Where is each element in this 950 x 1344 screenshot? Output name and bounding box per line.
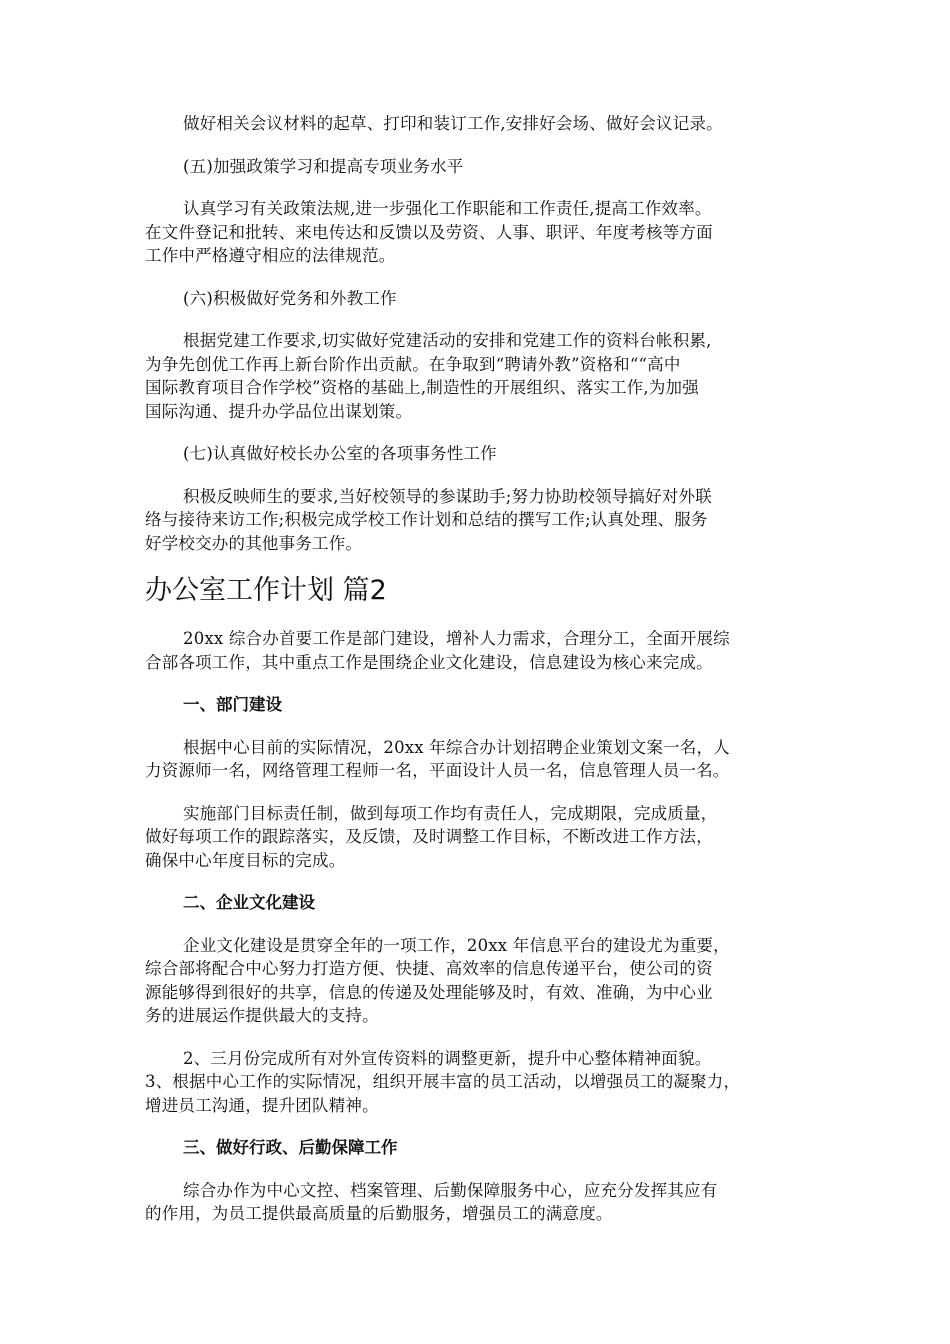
text-line: 实施部门目标责任制，做到每项工作均有责任人，完成期限，完成质量，	[183, 803, 718, 823]
text-line: 确保中心年度目标的完成。	[145, 850, 346, 870]
text-line: 络与接待来访工作;积极完成学校工作计划和总结的撰写工作;认真处理、服务	[145, 510, 708, 529]
paragraph-responsibility	[145, 802, 810, 873]
text-line: 综合部将配合中心努力打造方便、快捷、高效率的信息传递平台，使公司的资	[145, 959, 713, 978]
text-line: 合部各项工作，其中重点工作是围绕企业文化建设，信息建设为核心来完成。	[145, 652, 713, 672]
paragraph-logistics	[145, 1179, 810, 1226]
paragraph-principal-office	[145, 485, 810, 556]
text-line: 综合办作为中心文控、档案管理、后勤保障服务中心，应充分发挥其应有	[183, 1180, 718, 1200]
paragraph-meeting-materials	[145, 112, 810, 136]
text-line: 20xx 综合办首要工作是部门建设，增补人力需求，合理分工，全面开展综	[183, 629, 730, 648]
heading-corporate-culture: 二、企业文化建设	[183, 893, 315, 912]
subheading-policy-study: (五)加强政策学习和提高专项业务水平	[183, 156, 464, 176]
text-line: 做好每项工作的跟踪落实，及反馈，及时调整工作目标，不断改进工作方法，	[145, 827, 713, 846]
text-line: 积极反映师生的要求,当好校领导的参谋助手;努力协助校领导搞好对外联	[183, 486, 712, 506]
heading-department-building: 一、部门建设	[183, 695, 282, 714]
text-line: 2、三月份完成所有对外宣传资料的调整更新，提升中心整体精神面貌。	[183, 1048, 712, 1068]
text-line: 根据中心目前的实际情况，20xx 年综合办计划招聘企业策划文案一名，人	[183, 737, 730, 757]
paragraph-info-platform	[145, 934, 810, 1028]
heading-logistics: 三、做好行政、后勤保障工作	[183, 1138, 398, 1157]
text-line: 源能够得到很好的共享，信息的传递及处理能够及时，有效、准确，为中心业	[145, 982, 713, 1002]
text-line: 做好相关会议材料的起草、打印和装订工作,安排好会场、做好会议记录。	[183, 114, 723, 133]
document-page	[145, 112, 810, 1245]
paragraph-party-affairs	[145, 329, 810, 423]
text-line: 国际教育项目合作学校”资格的基础上,制造性的开展组织、落实工作,为加强	[145, 378, 699, 397]
text-line: 国际沟通、提升办学品位出谋划策。	[145, 401, 413, 421]
paragraph-intro	[145, 627, 810, 674]
text-line: 工作中严格遵守相应的法律规范。	[145, 246, 396, 265]
text-line: 的作用，为员工提供最高质量的后勤服务，增强员工的满意度。	[145, 1204, 613, 1223]
paragraph-policy-study	[145, 197, 810, 268]
subheading-principal-office: (七)认真做好校长办公室的各项事务性工作	[183, 444, 497, 463]
text-line: 务的进展运作提供最大的支持。	[145, 1006, 379, 1025]
text-line: 认真学习有关政策法规,进一步强化工作职能和工作责任,提高工作效率。	[183, 199, 712, 218]
text-line: 为争先创优工作再上新台阶作出贡献。在争取到“聘请外教”资格和““高中	[145, 354, 681, 374]
paragraph-recruitment	[145, 736, 810, 783]
text-line: 增进员工沟通，提升团队精神。	[145, 1095, 379, 1115]
paragraph-activities	[145, 1047, 810, 1118]
text-line: 在文件登记和批转、来电传达和反馈以及劳资、人事、职评、年度考核等方面	[145, 222, 713, 242]
text-line: 好学校交办的其他事务工作。	[145, 533, 363, 553]
text-line: 力资源师一名，网络管理工程师一名，平面设计人员一名，信息管理人员一名。	[145, 761, 730, 780]
text-line: 企业文化建设是贯穿全年的一项工作，20xx 年信息平台的建设尤为重要，	[183, 935, 730, 955]
subheading-party-affairs: (六)积极做好党务和外教工作	[183, 288, 397, 308]
text-line: 根据党建工作要求,切实做好党建活动的安排和党建工作的资料台帐积累,	[183, 331, 712, 350]
section-title: 办公室工作计划 篇2	[145, 575, 387, 606]
text-line: 3、根据中心工作的实际情况，组织开展丰富的员工活动，以增强员工的凝聚力，	[145, 1072, 741, 1091]
